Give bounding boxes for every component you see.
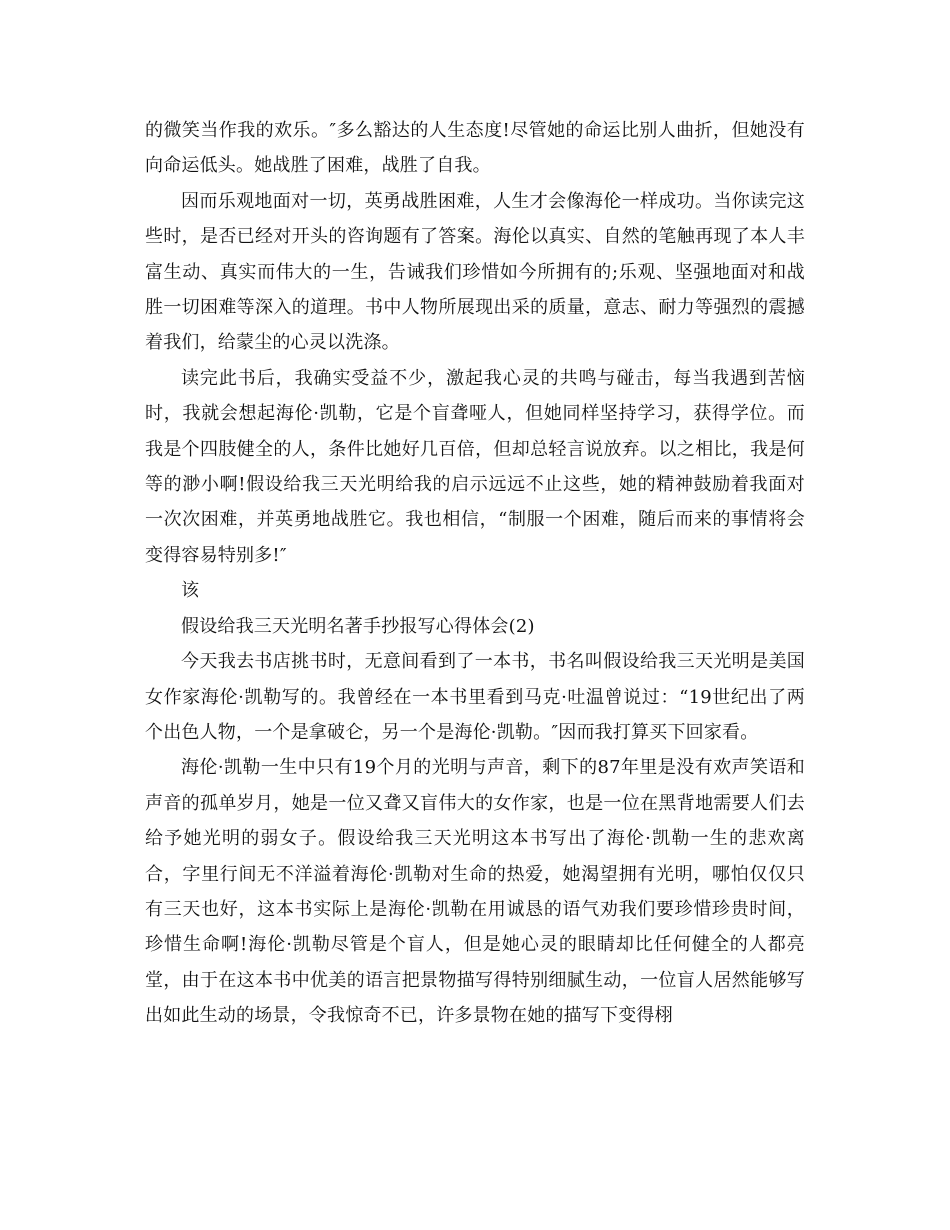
paragraph-4: 该	[181, 580, 200, 602]
paragraph-1: 的微笑当作我的欢乐。″多么豁达的人生态度!尽管她的命运比别人曲折，但她没有向命运低头。她战胜了困难，战胜了自我。	[145, 120, 805, 177]
paragraph-3: 读完此书后，我确实受益不少，激起我心灵的共鸣与碰击，每当我遇到苦恼时，我就会想起海伦·凯勒，它是个盲聋哑人，但她同样坚持学习，获得学位。而我是个四肢健全的人，条件比她好几百倍，但却总轻言说放弃。以之相比，我是何等的渺小啊!假设给我三天光明给我的启示远远不止这些，她的精神鼓励着我面对一次次困难，并英勇地战胜它。我也相信，“制服一个困难，随后而来的事情将会变得容易特别多!″	[145, 367, 805, 566]
paragraph-5: 今天我去书店挑书时，无意间看到了一本书，书名叫假设给我三天光明是美国女作家海伦·凯勒写的。我曾经在一本书里看到马克·吐温曾说过：“19世纪出了两个出色人物，一个是拿破仑，另一个是海伦·凯勒。″因而我打算买下回家看。	[145, 651, 805, 743]
document-body	[145, 113, 805, 1034]
paragraph-2: 因而乐观地面对一切，英勇战胜困难，人生才会像海伦一样成功。当你读完这些时，是否已经对开头的咨询题有了答案。海伦以真实、自然的笔触再现了本人丰富生动、真实而伟大的一生，告诫我们珍惜如今所拥有的;乐观、坚强地面对和战胜一切困难等深入的道理。书中人物所展现出采的质量，意志、耐力等强烈的震撼着我们，给蒙尘的心灵以洗涤。	[145, 190, 805, 354]
paragraph-6: 海伦·凯勒一生中只有19个月的光明与声音，剩下的87年里是没有欢声笑语和声音的孤单岁月，她是一位又聋又盲伟大的女作家，也是一位在黑背地需要人们去给予她光明的弱女子。假设给我三天光明这本书写出了海伦·凯勒一生的悲欢离合，字里行间无不洋溢着海伦·凯勒对生命的热爱，她渴望拥有光明，哪怕仅仅只有三天也好，这本书实际上是海伦·凯勒在用诚恳的语气劝我们要珍惜珍贵时间，珍惜生命啊!海伦·凯勒尽管是个盲人，但是她心灵的眼睛却比任何健全的人都亮堂，由于在这本书中优美的语言把景物描写得特别细腻生动，一位盲人居然能够写出如此生动的场景，令我惊奇不已，许多景物在她的描写下变得栩	[145, 757, 805, 1027]
section-title: 假设给我三天光明名著手抄报写心得体会(2)	[181, 615, 535, 637]
